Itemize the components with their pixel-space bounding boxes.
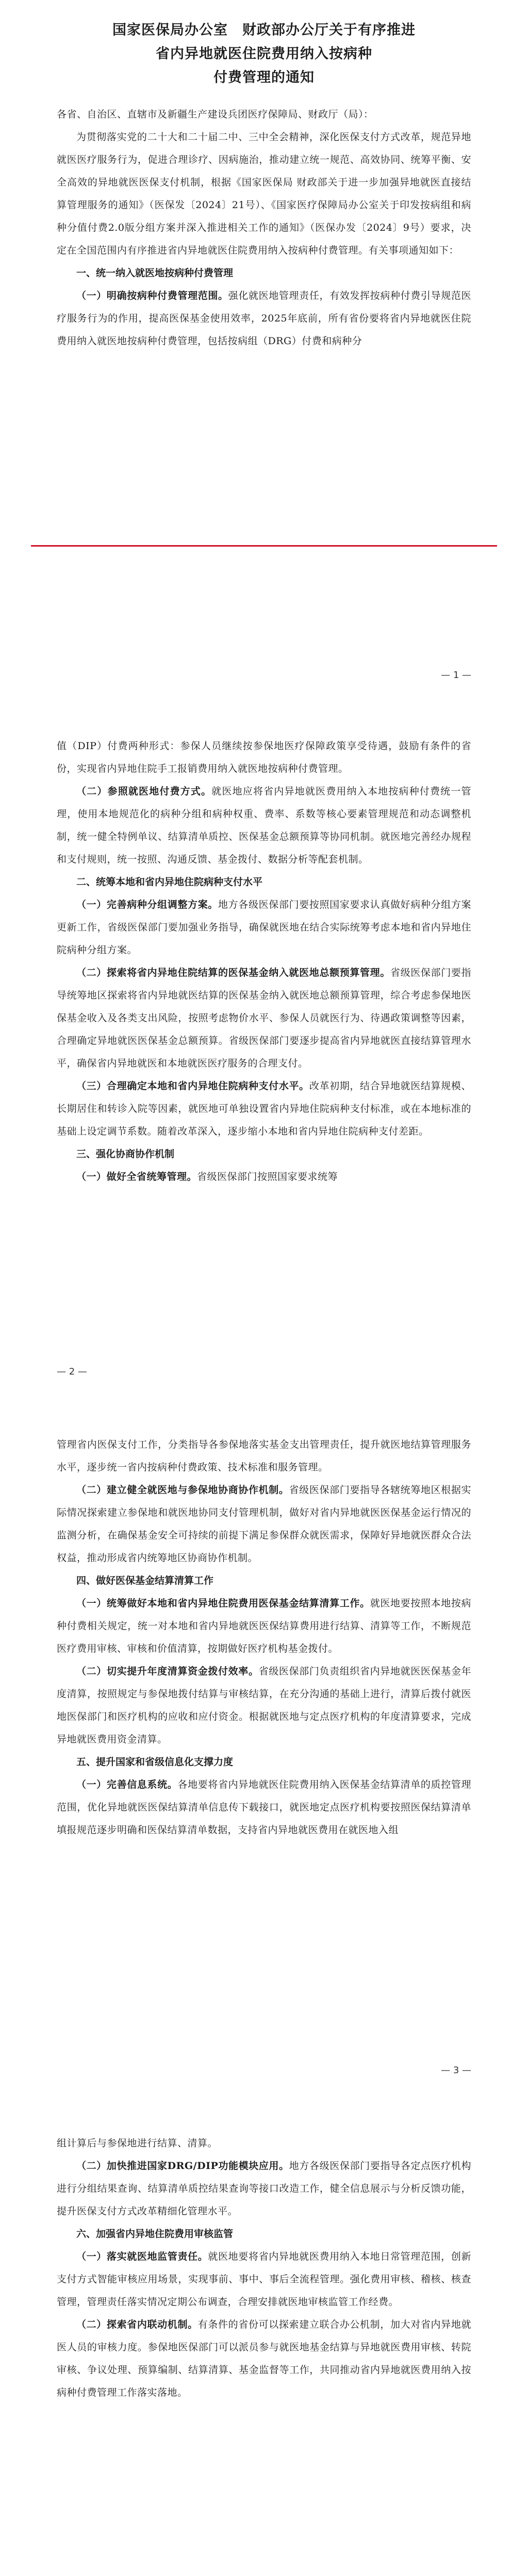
s2-p2-text: 省级医保部门要指导统筹地区探索将省内异地就医结算的医保基金纳入就医地总额预算管理，综合考虑参保地医保基金收入及各类支出风险，按照考虑物价水平、参保人员就医行为、待遇政策调整等因素，合理确定异地就医医保基金总额预算。省级医保部门要逐步提高省内异地就医直接结算管理水平，确保省内异地就医和本地就医医疗服务的合理支付。 — [57, 967, 471, 1069]
s1-p2 — [57, 780, 471, 871]
section-5-heading: 五、提升国家和省级信息化支撑力度 — [76, 1756, 234, 1768]
s4-p2-text: 省级医保部门负责组织省内异地就医医保基金年度清算，按照规定与参保地拨付结算与审核结算，在充分沟通的基础上进行，清算后拨付就医地医保部门和医疗机构的应收和应付资金。根据就医地与定点医疗机构的年度清算要求，完成异地就医费用资金清算。 — [57, 1666, 471, 1745]
s1-p2-text: 就医地应将省内异地就医费用纳入本地按病种付费统一管理，使用本地规范化的病种分组和病种权重、费率、系数等核心要素管理规范和动态调整机制，统一健全特例单议、结算清单质控、医保基金总额预算等协同机制。就医地完善经办规程和支付规则，统一按照、沟通反馈、基金拨付、数据分析等配套机制。 — [57, 786, 471, 865]
s6-p1-lead: （一）落实就医地监管责任。 — [76, 2251, 208, 2262]
title-line-1: 国家医保局办公室 财政部办公厅关于有序推进 — [112, 22, 416, 38]
page-2 — [0, 699, 528, 1397]
s3-p2-text: 省级医保部门要指导各辖统筹地区根据实际情况探索建立参保地和就医地协同支付管理机制，做好对省内异地就医医保基金运行情况的监测分析，在确保基金安全可持续的前提下满足参保群众就医需求，保障好异地就医群众合法权益，推动形成省内统筹地区协商协作机制。 — [57, 1484, 471, 1564]
s1-p1-lead: （一）明确按病种付费管理范围。 — [76, 290, 228, 301]
page-1-body — [57, 103, 471, 352]
s6-p2-lead: （二）探索省内联动机制。 — [76, 2319, 198, 2330]
s3-p2-lead: （二）建立健全就医地与参保地协商协作机制。 — [76, 1484, 289, 1496]
s6-p1 — [57, 2245, 471, 2313]
page-3-body — [57, 1433, 471, 1841]
s1-p1-continued: 值（DIP）付费两种形式：参保人员继续按参保地医疗保障政策享受待遇，鼓励有条件的省份，实现省内异地住院手工报销费用纳入就医地按病种付费管理。 — [57, 740, 471, 774]
s3-p1-continued: 管理省内医保支付工作，分类指导各参保地落实基金支出管理责任，提升就医地结算管理服务水平，逐步统一省内按病种付费政策、技术标准和服务管理。 — [57, 1439, 471, 1473]
s5-p2-lead: （二）加快推进国家DRG/DIP功能模块应用。 — [76, 2160, 289, 2172]
s4-p1 — [57, 1592, 471, 1660]
salutation: 各省、自治区、直辖市及新疆生产建设兵团医疗保障局、财政厅（局）： — [57, 109, 374, 120]
s2-p1-text: 地方各级医保部门要按照国家要求认真做好病种分组方案更新工作，省级医保部门要加强业务指导，确保就医地在结合实际统筹考虑本地和省内异地住院病种分组方案。 — [57, 899, 471, 956]
s2-p1 — [57, 893, 471, 961]
page-number-2: — 2 — — [57, 1366, 87, 1377]
s5-p2 — [57, 2155, 471, 2223]
page-2-body — [57, 735, 471, 1188]
s2-p2 — [57, 961, 471, 1075]
red-divider — [31, 545, 497, 547]
section-1-heading: 一、统一纳入就医地按病种付费管理 — [76, 267, 234, 279]
s5-p1-text: 各地要将省内异地就医住院费用纳入医保基金结算清单的质控管理范围，优化异地就医医保结算清单信息传下载接口，就医地定点医疗机构要按照医保结算清单填报规范逐步明确和医保结算清单数据，支持省内异地就医费用在就医地入组 — [57, 1779, 471, 1836]
s3-p1-lead: （一）做好全省统筹管理。 — [76, 1171, 197, 1182]
document-title — [0, 19, 528, 90]
s5-p2-text: 地方各级医保部门要指导各定点医疗机构进行分组结果查询、结算清单质控结果查询等接口改造工作，健全信息展示与分析反馈功能，提升医保支付方式改革精细化管理水平。 — [57, 2160, 471, 2217]
page-number-3: — 3 — — [441, 2065, 471, 2076]
s4-p1-text: 就医地要按照本地按病种付费相关规定，统一对本地和省内异地就医医保结算费用进行结算、清算等工作，不断规范医疗费用审核、审核和价值清算，按期做好医疗机构基金拨付。 — [57, 1598, 471, 1654]
title-line-3: 付费管理的通知 — [213, 70, 315, 86]
s1-p1 — [57, 284, 471, 352]
section-2-heading: 二、统筹本地和省内异地住院病种支付水平 — [76, 876, 263, 888]
section-6-heading: 六、加强省内异地住院费用审核监管 — [76, 2228, 234, 2240]
s4-p1-lead: （一）统筹做好本地和省内异地住院费用医保基金结算清算工作。 — [76, 1598, 370, 1609]
s6-p2 — [57, 2313, 471, 2404]
section-4-heading: 四、做好医保基金结算清算工作 — [76, 1575, 214, 1586]
s2-p2-lead: （二）探索将省内异地住院结算的医保基金纳入就医地总额预算管理。 — [76, 967, 390, 978]
intro-paragraph: 为贯彻落实党的二十大和二十届二中、三中全会精神，深化医保支付方式改革，规范异地就医医疗服务行为，促进合理诊疗、因病施治，推动建立统一规范、高效协同、统筹平衡、安全高效的异地就医医保支付机制，根据《国家医保局 财政部关于进一步加强异地就医直接结算管理服务的通知》（医保发〔2024〕21号）、《国家医疗保障局办公室关于印发按病组和病种分值付费2.0版分组方案并深入推进相关工作的通知》（医保办发〔2024〕9号）要求，决定在全国范围内有序推进省内异地就医住院费用纳入按病种付费管理。有关事项通知如下： — [57, 131, 471, 256]
s1-p2-lead: （二）参照就医地付费方式。 — [76, 786, 212, 797]
title-line-2: 省内异地就医住院费用纳入按病种 — [156, 46, 372, 62]
s2-p1-lead: （一）完善病种分组调整方案。 — [76, 899, 219, 910]
s1-p1-text: 强化就医地管理责任，有效发挥按病种付费引导规范医疗服务行为的作用，提高医保基金使用效率，2025年底前，所有省份要将省内异地就医住院费用纳入就医地按病种付费管理，包括按病组（DRG）付费和病种分 — [57, 290, 471, 347]
s3-p1-text: 省级医保部门按照国家要求统筹 — [197, 1171, 338, 1182]
s5-p1 — [57, 1773, 471, 1841]
s3-p1 — [57, 1165, 471, 1188]
page-number-1: — 1 — — [441, 670, 471, 681]
s3-p2 — [57, 1479, 471, 1569]
page-3 — [0, 1397, 528, 2096]
s2-p3 — [57, 1075, 471, 1143]
s2-p3-text: 改革初期，结合异地就医结算规模、长期居住和转诊入院等因素，就医地可单独设置省内异地住院病种支付标准，或在本地标准的基础上设定调节系数。随着改革深入，逐步缩小本地和省内异地住院病种支付差距。 — [57, 1080, 471, 1137]
s4-p2 — [57, 1660, 471, 1751]
s5-p1-lead: （一）完善信息系统。 — [76, 1779, 178, 1790]
s4-p2-lead: （二）切实提升年度清算资金拨付效率。 — [76, 1666, 259, 1677]
page-4 — [0, 2096, 528, 2576]
s5-p1-continued: 组计算后与参保地进行结算、清算。 — [57, 2138, 218, 2149]
s6-p1-text: 就医地要将省内异地就医费用纳入本地日常管理范围，创新支付方式智能审核应用场景，实现事前、事中、事后全流程管理。强化费用审核、稽核、核查管理，管理责任落实情况定期公布调查，合理安排就医地审核监管工作经费。 — [57, 2251, 471, 2308]
s6-p2-text: 有条件的省份可以探索建立联合办公机制，加大对省内异地就医人员的审核力度。参保地医保部门可以派员参与就医地基金结算与异地就医费用审核、转院审核、争议处理、预算编制、结算清算、基金监督等工作，共同推动省内异地就医费用纳入按病种付费管理工作落实落地。 — [57, 2319, 471, 2398]
s2-p3-lead: （三）合理确定本地和省内异地住院病种支付水平。 — [76, 1080, 309, 1092]
page-4-body — [57, 2132, 471, 2404]
page-1 — [0, 0, 528, 699]
section-3-heading: 三、强化协商协作机制 — [76, 1148, 175, 1160]
